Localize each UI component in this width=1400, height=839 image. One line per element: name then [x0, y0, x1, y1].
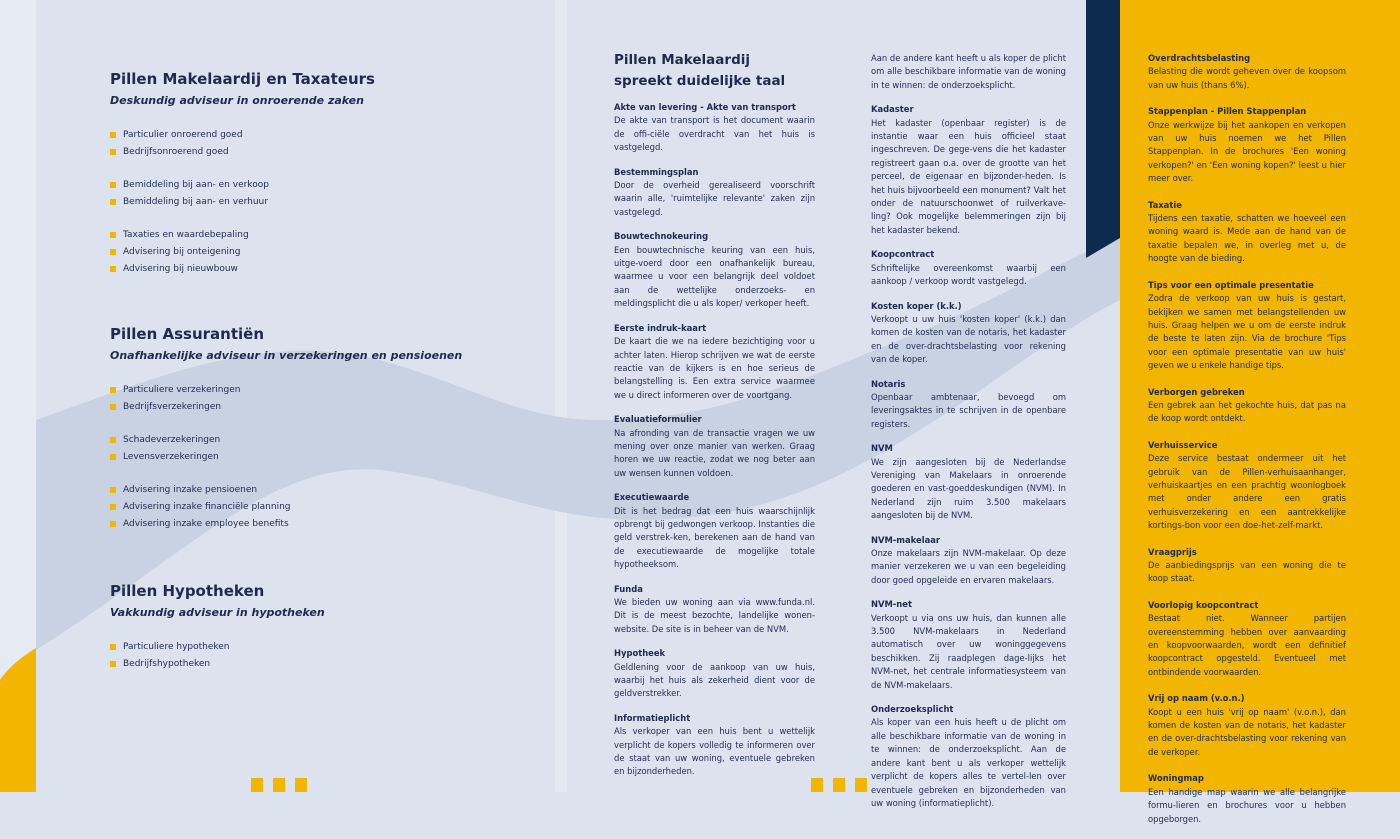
glossary-term: Stappenplan - Pillen Stappenplan [1148, 106, 1307, 117]
glossary-entry [871, 248, 1066, 288]
service-item: Bedrijfsverzekeringen [110, 399, 530, 416]
glossary-definition: Onze werkwijze bij het aankopen en verkopen van uw huis noemen we het Pillen Stappenplan. In de brochures 'Een woning verkopen?' en 'Een woning kopen?' leest u hier meer over. [1148, 119, 1346, 184]
glossary-definition: Belasting die wordt geheven over de koopsom van uw huis (thans 6%). [1148, 66, 1346, 90]
glossary-term: Woningmap [1148, 773, 1204, 784]
glossary-entry [614, 491, 815, 571]
glossary-term: Taxatie [1148, 199, 1182, 210]
service-item: Advisering inzake financiële planning [110, 499, 530, 516]
glossary-list [1148, 52, 1346, 826]
service-item: Bedrijfshypotheken [110, 656, 530, 673]
glossary-title [614, 50, 815, 92]
glossary-definition: Door de overheid gerealiseerd voorschrift waarin alle, 'ruimtelijke relevante' zaken zijn vastgelegd. [614, 180, 815, 217]
glossary-definition: Openbaar ambtenaar, bevoegd om leveringsaktes in te schrijven in de openbare registers. [871, 391, 1066, 429]
glossary-list [614, 101, 815, 779]
glossary-term: Overdrachtsbelasting [1148, 53, 1251, 63]
glossary-definition: Schriftelijke overeenkomst waarbij een aankoop / verkoop wordt vastgelegd. [871, 262, 1066, 287]
section-hypotheken [110, 582, 530, 673]
service-item: Bemiddeling bij aan- en verhuur [110, 194, 530, 211]
glossary-term: Onderzoeksplicht [871, 704, 954, 715]
glossary-entry [614, 712, 815, 779]
service-item: Bemiddeling bij aan- en verkoop [110, 177, 530, 194]
deco-square [251, 778, 263, 792]
glossary-entry [614, 322, 815, 402]
deco-square [295, 778, 307, 792]
glossary-entry [871, 103, 1066, 237]
service-list [110, 382, 530, 416]
glossary-definition: Aan de andere kant heeft u als koper de plicht om alle beschikbare informatie van de woning in te winnen: de onderzoeksplicht. [871, 53, 1066, 90]
glossary-entry [871, 703, 1066, 810]
service-item: Levensverzekeringen [110, 449, 530, 466]
glossary-term: NVM-makelaar [871, 534, 941, 545]
service-list [110, 432, 530, 466]
service-list [110, 639, 530, 673]
glossary-definition: Als verkoper van een huis bent u wettelijk verplicht de kopers volledig te informeren over de staat van uw woning, eventuele gebreken en bijzonderheden. [614, 726, 815, 777]
glossary-entry [871, 534, 1066, 588]
glossary-term: Funda [614, 583, 643, 594]
glossary-entry [614, 230, 815, 310]
glossary-entry [1148, 772, 1346, 826]
glossary-term: Vrij op naam (v.o.n.) [1148, 693, 1245, 704]
glossary-entry [871, 52, 1066, 92]
glossary-column-3 [1148, 52, 1346, 839]
glossary-column-2 [871, 52, 1066, 821]
glossary-title-line-2: spreekt duidelijke taal [614, 73, 786, 89]
glossary-entry [1148, 439, 1346, 533]
glossary-entry [1148, 386, 1346, 426]
glossary-entry [871, 378, 1066, 432]
glossary-entry [871, 598, 1066, 692]
glossary-term: Notaris [871, 378, 906, 389]
glossary-entry [614, 583, 815, 637]
glossary-term: Akte van levering - Akte van transport [614, 102, 796, 112]
glossary-entry [871, 442, 1066, 522]
glossary-term: Hypotheek [614, 648, 666, 659]
service-item: Particulier onroerend goed [110, 127, 530, 144]
service-item: Particuliere verzekeringen [110, 382, 530, 399]
glossary-entry [871, 300, 1066, 367]
service-item: Advisering inzake pensioenen [110, 482, 530, 499]
section-subtitle: Vakkundig adviseur in hypotheken [110, 606, 325, 619]
glossary-term: Verhuisservice [1148, 439, 1218, 450]
section-subtitle: Deskundig adviseur in onroerende zaken [110, 94, 364, 107]
service-list [110, 227, 530, 278]
glossary-definition: De akte van transport is het document waarin de offi-ciële overdracht van het huis is vastgelegd. [614, 115, 815, 153]
glossary-term: Tips voor een optimale presentatie [1148, 279, 1314, 290]
glossary-definition: De kaart die we na iedere bezichtiging voor u achter laten. Hierop schrijven we wat de eerste reactie van de kijkers is en hoe serieus de belangstelling is. Een extra service waarmee we u direct informeren over de voortgang. [614, 336, 815, 400]
deco-square [833, 778, 845, 792]
glossary-definition: Na afronding van de transactie vragen we uw mening over onze manier van werken. Graag horen we uw reactie, zodat we nog beter aan uw wensen kunnen voldoen. [614, 427, 815, 478]
glossary-entry [614, 101, 815, 155]
glossary-definition: Verkoopt u via ons uw huis, dan kunnen alle 3.500 NVM-makelaars in Nederland automatisch over uw woninggegevens beschikken. Zij raadplegen dage-lijks het NVM-net, het centrale informatiesysteem van de NVM-makelaars. [871, 612, 1066, 690]
deco-square [855, 778, 867, 792]
glossary-entry [1148, 52, 1346, 92]
glossary-definition: Onze makelaars zijn NVM-makelaar. Op deze manier verzekeren we u van een begeleiding door goed opgeleide en ervaren makelaars. [871, 548, 1066, 585]
glossary-definition: Het kadaster (openbaar register) is de instantie waar een huis officieel staat ingeschreven. De gege-vens die het kadaster registreert gaan o.a. over de grootte van het perceel, de eigenaar en bijzonder-heden. Is het huis bijvoorbeeld een monument? Valt het onder de natuurschoonwet of ruilverkave-ling? Ook mogelijke belemmeringen zijn bij het kadaster bekend. [871, 117, 1066, 235]
service-list [110, 177, 530, 211]
service-item: Advisering bij nieuwbouw [110, 261, 530, 278]
service-list [110, 127, 530, 161]
glossary-definition: Deze service bestaat ondermeer uit het gebruik van de Pillen-verhuisaanhanger, verhuiskaartjes en een prachtig woonlogboek met onder andere een gratis verhuisverzekering en een aantrekkelijke kortings-bon voor een doe-het-zelf-markt. [1148, 453, 1346, 531]
section-makelaardij [110, 70, 530, 278]
glossary-entry [1148, 199, 1346, 266]
glossary-term: Koopcontract [871, 249, 935, 260]
glossary-definition: De aanbiedingsprijs van een woning die te koop staat. [1148, 560, 1346, 584]
service-item: Schadeverzekeringen [110, 432, 530, 449]
glossary-term: Executiewaarde [614, 492, 690, 503]
glossary-entry [614, 166, 815, 220]
glossary-definition: Dit is het bedrag dat een huis waarschijnlijk opbrengt bij gedwongen verkoop. Instanties die geld verstrek-ken, berekenen aan de hand van de executiewaarde de mogelijke totale hypotheeksom. [614, 505, 815, 570]
glossary-term: Voorlopig koopcontract [1148, 599, 1259, 610]
glossary-entry [1148, 546, 1346, 586]
service-item: Particuliere hypotheken [110, 639, 530, 656]
glossary-definition: Als koper van een huis heeft u de plicht om alle beschikbare informatie van de woning in te winnen: de onderzoeksplicht. Aan de andere kant bent u als verkoper wettelijk verplicht de kopers alles te vertel-len over eventuele gebreken en bijzonderheden van uw woning (informatieplicht). [871, 717, 1066, 808]
service-item: Bedrijfsonroerend goed [110, 144, 530, 161]
glossary-term: Verborgen gebreken [1148, 386, 1245, 397]
glossary-entry [1148, 105, 1346, 185]
glossary-definition: Bestaat niet. Wanneer partijen overeenstemming hebben over aanvaarding en koopvoorwaarden, wordt een definitief koopcontract opgesteld. Eventueel met ontbindende voorwaarden. [1148, 613, 1346, 677]
glossary-term: Bouwtechnokeuring [614, 231, 709, 242]
glossary-entry [614, 647, 815, 701]
glossary-definition: We zijn aangesloten bij de Nederlandse Vereniging van Makelaars in onroerende goederen en vast-goeddeskundigen (NVM). In Nederland zijn ruim 3.500 makelaars aangesloten bij de NVM. [871, 456, 1066, 521]
section-title: Pillen Makelaardij en Taxateurs [110, 70, 375, 88]
section-title: Pillen Assurantiën [110, 325, 264, 343]
glossary-title-line-1: Pillen Makelaardij [614, 52, 750, 68]
glossary-definition: Koopt u een huis 'vrij op naam' (v.o.n.), dan komen de kosten van de notaris, het kadaster en de over-drachtsbelasting voor rekening van de verkoper. [1148, 706, 1346, 757]
service-item: Advisering inzake employee benefits [110, 516, 530, 533]
glossary-entry [1148, 692, 1346, 759]
section-subtitle: Onafhankelijke adviseur in verzekeringen en pensioenen [110, 349, 463, 362]
glossary-term: Vraagprijs [1148, 546, 1197, 557]
glossary-entry [1148, 599, 1346, 679]
deco-square [273, 778, 285, 792]
glossary-definition: We bieden uw woning aan via www.funda.nl. Dit is de meest bezochte, landelijke wonen-website. De site is in beheer van de NVM. [614, 597, 815, 634]
service-item: Advisering bij onteigening [110, 244, 530, 261]
glossary-term: Evaluatieformulier [614, 414, 702, 425]
glossary-term: Eerste indruk-kaart [614, 322, 707, 333]
glossary-entry [614, 413, 815, 480]
service-item: Taxaties en waardebepaling [110, 227, 530, 244]
glossary-term: NVM [871, 443, 893, 454]
glossary-definition: Een gebrek aan het gekochte huis, dat pas na de koop wordt ontdekt. [1148, 399, 1346, 424]
glossary-definition: Een bouwtechnische keuring van een huis, uitge-voerd door een onafhankelijk bureau, waarmee u voor een belangrijk deel voldoet aan de wettelijke onderzoeks- en meldingsplicht die u als koper/ verkoper heeft. [614, 244, 815, 309]
glossary-definition: Verkoopt u uw huis 'kosten koper' (k.k.) dan komen de kosten van de notaris, het kadaster en de over-drachtsbelasting voor rekening van de koper. [871, 313, 1066, 365]
glossary-definition: Geldlening voor de aankoop van uw huis, waarbij het huis als zekerheid dient voor de geldverstrekker. [614, 661, 815, 699]
glossary-term: Kadaster [871, 104, 914, 115]
glossary-term: Bestemmingsplan [614, 166, 699, 177]
glossary-definition: Zodra de verkoop van uw huis is gestart, bekijken we samen met belangstellenden uw huis. Graag helpen we u om de eerste indruk de beste te laten zijn. Via de brochure 'Tips voor een optimale presentatie van uw huis' geven we u enkele handige tips. [1148, 293, 1346, 371]
glossary-entry [1148, 279, 1346, 373]
glossary-definition: Een handige map waarin we alle belangrijke formu-lieren en brochures voor u hebben opgeborgen. [1148, 786, 1346, 824]
glossary-column-1 [614, 50, 815, 790]
service-list [110, 482, 530, 533]
glossary-list [871, 52, 1066, 810]
section-title: Pillen Hypotheken [110, 582, 265, 600]
glossary-term: Kosten koper (k.k.) [871, 300, 962, 311]
section-assurantien [110, 325, 530, 533]
glossary-definition: Tijdens een taxatie, schatten we hoeveel een woning waard is. Mede aan de hand van de taxatie bepalen we, in overleg met u, de hoogte van de bieding. [1148, 213, 1346, 264]
glossary-term: Informatieplicht [614, 712, 691, 723]
glossary-term: NVM-net [871, 599, 912, 610]
